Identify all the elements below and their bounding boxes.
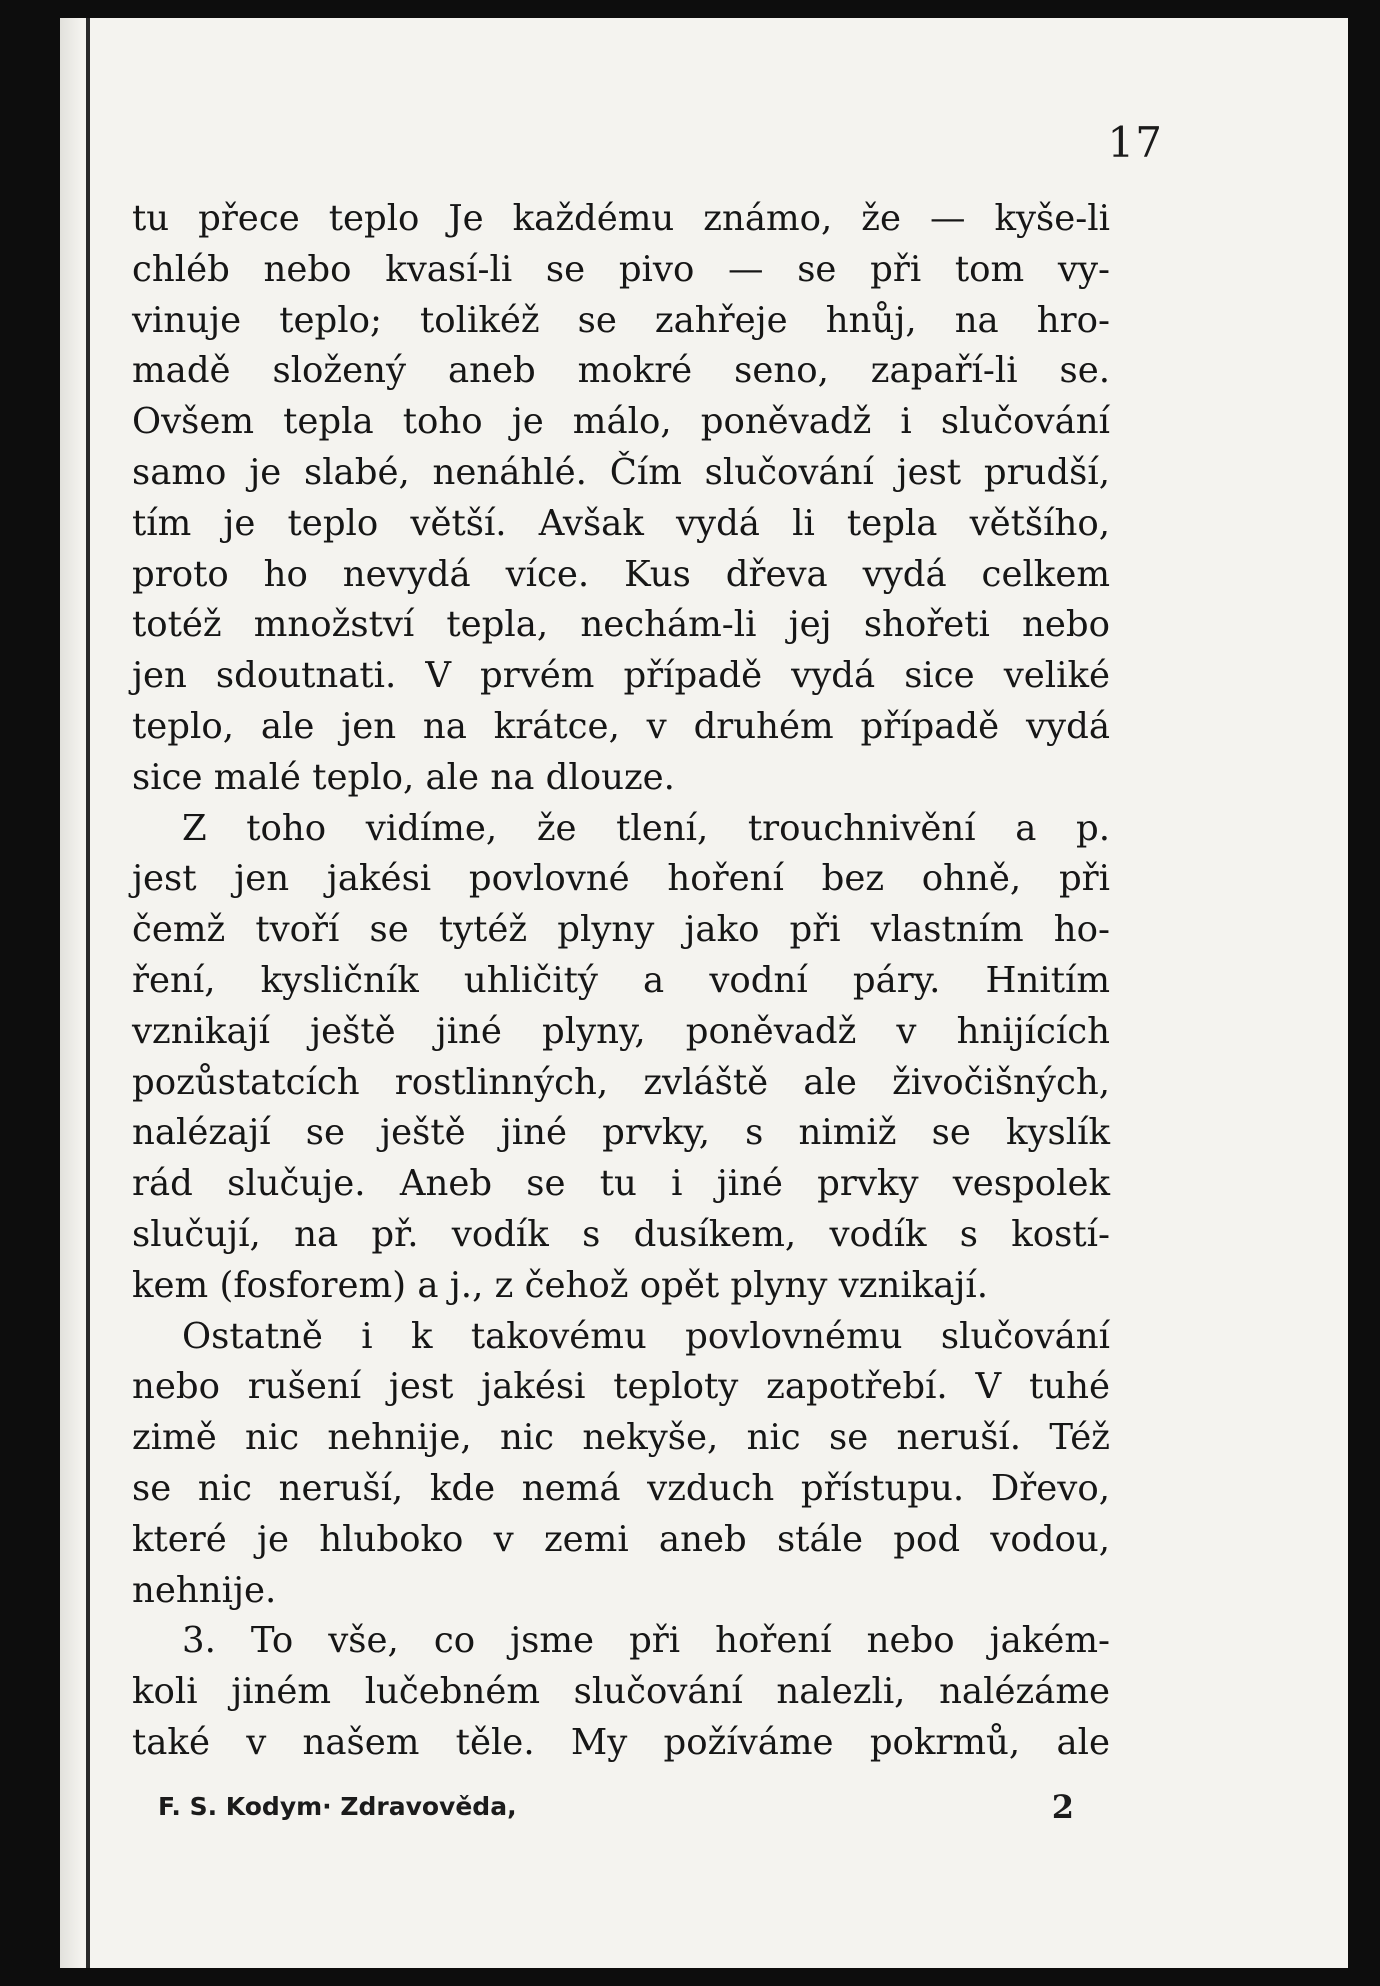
text-line: pozůstatcích rostlinných, zvláště ale živočišných, (132, 1061, 1110, 1103)
text-line: kem (fosforem) a j., z čehož opět plyny vznikají. (132, 1264, 989, 1306)
signature-mark: 2 (1051, 1788, 1074, 1826)
printer-footer: F. S. Kodym· Zdravověda, (158, 1792, 517, 1821)
text-line: tu přece teplo Je každému známo, že — kyše-li (132, 198, 1110, 239)
body-text (132, 194, 1110, 1769)
page-edge-line (86, 18, 90, 1968)
text-line: Ovšem tepla toho je málo, poněvadž i slučování (132, 401, 1110, 443)
text-line: chléb nebo kvasí-li se pivo — se při tom vy- (132, 248, 1110, 290)
text-line: madě složený aneb mokré seno, zapaří-li se. (132, 350, 1110, 392)
book-page (60, 18, 1348, 1968)
text-line: jen sdoutnati. V prvém případě vydá sice veliké (132, 655, 1110, 697)
text-line: nebo rušení jest jakési teploty zapotřebí. V tuhé (132, 1366, 1110, 1408)
page-number: 17 (1107, 118, 1163, 167)
text-line: Ostatně i k takovému povlovnému slučování (182, 1315, 1110, 1357)
text-line: vinuje teplo; tolikéž se zahřeje hnůj, na hro- (132, 299, 1110, 341)
text-line: které je hluboko v zemi aneb stále pod vodou, (132, 1518, 1110, 1560)
text-line: také v našem těle. My požíváme pokrmů, ale (132, 1721, 1110, 1763)
text-line: se nic neruší, kde nemá vzduch přístupu. Dřevo, (132, 1467, 1110, 1509)
text-line: vznikají ještě jiné plyny, poněvadž v hnijících (132, 1010, 1110, 1052)
text-line: zimě nic nehnije, nic nekyše, nic se neruší. Též (132, 1417, 1110, 1459)
text-line: 3. To vše, co jsme při hoření nebo jakém- (182, 1620, 1110, 1662)
page-margin (60, 18, 82, 1968)
text-line: koli jiném lučebném slučování nalezli, nalézáme (132, 1671, 1110, 1713)
text-line: sice malé teplo, ale na dlouze. (132, 756, 675, 798)
text-line: proto ho nevydá více. Kus dřeva vydá celkem (132, 553, 1110, 595)
text-line: ření, kysličník uhličitý a vodní páry. Hnitím (132, 959, 1110, 1001)
text-line: rád slučuje. Aneb se tu i jiné prvky vespolek (132, 1163, 1110, 1205)
text-line: slučují, na př. vodík s dusíkem, vodík s kostí- (132, 1213, 1110, 1255)
text-line: samo je slabé, nenáhlé. Čím slučování jest prudší, (132, 451, 1110, 493)
text-line: totéž množství tepla, nechám-li jej shořeti nebo (132, 604, 1110, 646)
text-line: Z toho vidíme, že tlení, trouchnivění a p. (182, 807, 1110, 849)
text-line: nalézají se ještě jiné prvky, s nimiž se kyslík (132, 1112, 1110, 1154)
text-line: teplo, ale jen na krátce, v druhém případě vydá (132, 705, 1110, 747)
text-line: tím je teplo větší. Avšak vydá li tepla většího, (132, 502, 1110, 544)
text-line: čemž tvoří se tytéž plyny jako při vlastním ho- (132, 909, 1110, 951)
text-line: nehnije. (132, 1569, 277, 1611)
text-line: jest jen jakési povlovné hoření bez ohně, při (132, 858, 1110, 900)
